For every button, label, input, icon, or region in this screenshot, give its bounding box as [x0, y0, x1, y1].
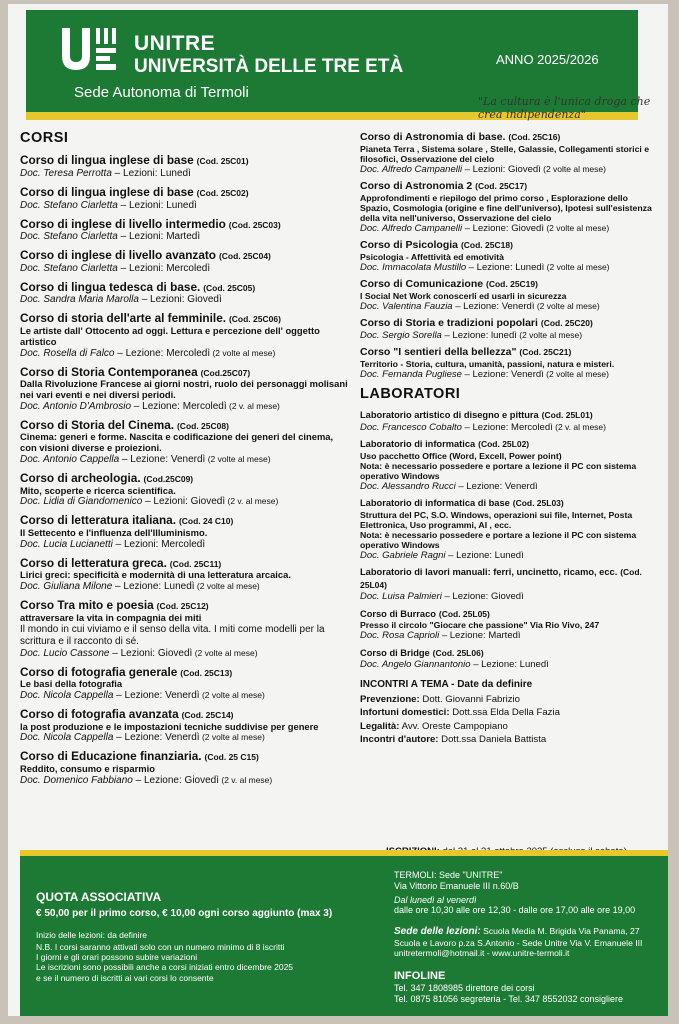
office-address: Via Vittorio Emanuele III n.60/B: [394, 880, 519, 891]
course-title: Corso di archeologia.: [20, 471, 141, 486]
course-code: (Cod. 25C17): [475, 180, 528, 191]
lab-title-line: [360, 566, 658, 591]
course-item: [20, 185, 350, 212]
teacher-line: [360, 301, 658, 312]
course-item: [20, 707, 350, 744]
lab-item: [360, 566, 658, 603]
meeting-speaker: Dott.ssa Daniela Battista: [438, 734, 547, 746]
description: Reddito, consumo e risparmio: [20, 763, 155, 775]
teacher-name: Doc. Alfredo Campanelli: [360, 222, 463, 234]
teacher-name: Doc. Rosella di Falco: [20, 347, 115, 359]
meeting-topic: Prevenzione:: [360, 693, 420, 705]
lab-item: [360, 497, 658, 561]
course-item: [360, 317, 658, 341]
lab-title-line: [360, 497, 658, 510]
course-code: (Cod. 25C20): [540, 317, 593, 328]
lesson-frequency: (2 v. al mese): [552, 421, 606, 432]
teacher-line: [360, 630, 658, 641]
course-code: (Cod. 25C14): [181, 710, 234, 721]
course-item: [20, 418, 350, 466]
teacher-name: Doc. Sergio Sorella: [360, 329, 442, 341]
teacher-name: Doc. Francesco Cobalto: [360, 421, 462, 433]
description: la post produzione e le impostazioni tecniche suddivise per genere: [20, 720, 319, 732]
course-title: Corso di lingua inglese di base: [20, 153, 194, 168]
course-title-line: [20, 707, 350, 722]
lab-code: (Cod. 25L03): [512, 498, 564, 509]
course-title: Corso di fotografia avanzata: [20, 707, 179, 722]
lesson-day: – Lezione: Venerdì: [119, 454, 206, 466]
description: Mito, scoperte e ricerca scientifica.: [20, 484, 176, 496]
meeting-speaker: Avv. Oreste Campopiano: [399, 720, 508, 732]
lesson-frequency: (2 volte al mese): [543, 368, 609, 379]
course-title: Corso di inglese di livello intermedio: [20, 216, 226, 231]
lesson-day: – Lezione: Giovedì: [132, 774, 220, 786]
description: Uso pacchetto Office (Word, Excell, Power point): [360, 450, 562, 461]
lab-code: (Cod. 25L05): [438, 608, 490, 619]
course-item: [360, 346, 658, 380]
lesson-day: – Lezione: Mercoledì: [114, 347, 211, 359]
lesson-day: – Lezioni: Mercoledì: [112, 538, 206, 550]
teacher-name: Doc. Valentina Fauzia: [360, 300, 453, 312]
teacher-name: Doc. Domenico Fabbiano: [20, 774, 133, 786]
lesson-frequency: (2 volte al mese): [194, 581, 260, 592]
course-item: [20, 471, 350, 508]
teacher-name: Doc. Stefano Ciarletta: [20, 262, 118, 274]
lab-code: (Cod. 25L01): [541, 410, 593, 421]
course-code: (Cod.25C07): [200, 367, 251, 378]
brand-name: UNITRE: [134, 32, 216, 55]
course-title-line: [20, 365, 350, 380]
lesson-frequency: (2 volte al mese): [534, 300, 600, 311]
meeting-topic: Incontri d'autore:: [360, 734, 439, 746]
lab-code: (Cod. 25L02): [478, 439, 530, 450]
lesson-day: – Lezione: Lunedì: [112, 581, 195, 593]
course-title-line: [20, 280, 350, 295]
teacher-name: Doc. Nicola Cappella: [20, 732, 114, 744]
teacher-line: [20, 294, 350, 306]
course-title: Corso di Storia e tradizioni popolari: [360, 316, 538, 329]
lesson-day: – Lezioni: Giovedì: [109, 647, 193, 659]
note-late-enrollment: Le iscrizioni sono possibili anche a corsi iniziati entro dicembre 2025: [36, 962, 294, 973]
course-title: Corso di storia dell'arte al femminile.: [20, 311, 227, 326]
infoline-title: INFOLINE: [394, 970, 446, 982]
teacher-line: [360, 659, 658, 670]
course-title: Corso "I sentieri della bellezza": [360, 345, 517, 358]
course-code: (Cod.25C09): [143, 474, 194, 485]
course-title-line: [360, 317, 658, 330]
meeting-row: [360, 707, 658, 719]
lab-title: Corso di Burraco: [360, 608, 436, 619]
teacher-name: Doc. Rosa Caprioli: [360, 630, 440, 642]
teacher-line: [20, 168, 350, 180]
course-code: (Cod. 25C04): [218, 251, 271, 262]
lesson-day: – Lezione: Lunedì: [466, 261, 545, 273]
teacher-line: [20, 401, 350, 413]
course-title-line: [20, 248, 350, 263]
lab-title-line: [360, 409, 658, 422]
teacher-name: Doc. Stefano Ciarletta: [20, 231, 118, 243]
course-title-line: [360, 239, 658, 252]
teacher-line: [360, 550, 658, 561]
description: Lirici greci: specificità e modernità di una letteratura arcaica.: [20, 569, 291, 581]
description: I Social Net Work conoscerli ed usarli in sicurezza: [360, 290, 567, 301]
lesson-day: – Lezioni: Mercoledì: [117, 262, 211, 274]
description: Struttura del PC, S.O. Windows, operazioni sui file, Internet, Posta Elettronica, Uso programmi, AI , ecc.: [360, 509, 633, 530]
description: Psicologia - Affettività ed emotività: [360, 251, 505, 262]
course-title: Corso di Psicologia: [360, 238, 459, 251]
description: Presso il circolo "Giocare che passione" Via Rio Vivo, 247: [360, 620, 600, 631]
office-hours: dalle ore 10,30 alle ore 12,30 - dalle ore 17,00 alle ore 19,00: [394, 905, 636, 916]
course-title-line: [20, 665, 350, 680]
teacher-line: [20, 496, 350, 508]
lab-title: Laboratorio di informatica: [360, 439, 476, 450]
course-title: Corso di Comunicazione: [360, 277, 484, 290]
note-enrollment-condition: e se il numero di iscritti ai vari corsi lo consente: [36, 972, 214, 983]
course-code: (Cod. 25C08): [176, 420, 229, 431]
course-title-line: [20, 311, 350, 326]
infoline-phone-2[interactable]: Tel. 0875 81056 segreteria - Tel. 347 8552032 consigliere: [394, 993, 623, 1004]
themed-meetings: [360, 679, 658, 746]
themed-meetings-title: INCONTRI A TEMA - Date da definire: [360, 678, 533, 690]
teacher-name: Doc. Luisa Palmieri: [360, 591, 442, 603]
lesson-day: – Lezioni: Giovedì: [462, 163, 541, 175]
notes: [36, 942, 376, 983]
lesson-day: – Lezione: Mercoledì: [461, 421, 553, 433]
course-title-line: [20, 217, 350, 232]
course-title-line: [20, 598, 350, 613]
note-min-enrollment: N.B. I corsi saranno attivati solo con un numero minimo di 8 iscritti: [36, 942, 285, 952]
course-item: [20, 280, 350, 307]
description: Le basi della fotografia: [20, 678, 123, 690]
footer-yellow-stripe: [20, 850, 668, 856]
lab-title: Laboratorio di lavori manuali: ferri, uncinetto, ricamo, ecc.: [360, 567, 618, 578]
course-title-line: [20, 556, 350, 571]
teacher-line: [20, 348, 350, 360]
lesson-frequency: (2 v. al mese): [225, 496, 279, 507]
teacher-name: Doc. Teresa Perrotta: [20, 167, 112, 179]
course-title: Corso di letteratura greca.: [20, 555, 167, 570]
lesson-day: – Lezioni: Giovedì: [138, 294, 222, 306]
course-code: (Cod. 25C02): [196, 187, 249, 198]
lesson-day: – Lezione: Martedì: [439, 630, 521, 642]
description: Cinema: generi e forme. Nascita e codificazione dei generi del cinema, con visioni diverse e proiezioni.: [20, 431, 334, 454]
teacher-name: Doc. Nicola Cappella: [20, 690, 114, 702]
teacher-line: [20, 454, 350, 466]
contact-email-web[interactable]: unitretermoli@hotmail.it - www.unitre-termoli.it: [394, 948, 570, 959]
teacher-name: Doc. Giuliana Milone: [20, 581, 113, 593]
description: Pianeta Terra , Sistema solare , Stelle, Galassie, Collegamenti storici e filosofici, Osservazione del cielo: [360, 143, 650, 164]
course-code: (Cod. 24 C10): [178, 516, 234, 527]
lesson-frequency: (2 v. al mese): [226, 400, 280, 411]
teacher-line: [20, 200, 350, 212]
course-title: Corso di lingua tedesca di base.: [20, 279, 201, 294]
teacher-name: Doc. Alfredo Campanelli: [360, 163, 463, 175]
course-title-line: [360, 346, 658, 359]
teacher-name: Doc. Antonio Cappella: [20, 454, 120, 466]
teacher-name: Doc. Antonio D'Ambrosio: [20, 400, 132, 412]
lesson-day: – Lezioni: Lunedì: [117, 199, 197, 211]
course-item: [20, 365, 350, 413]
teacher-name: Doc. Gabriele Ragni: [360, 549, 446, 561]
course-code: (Cod. 25C11): [169, 558, 222, 569]
course-title: Corso di letteratura italiana.: [20, 513, 177, 528]
lesson-frequency: (2 volte al mese): [210, 347, 276, 358]
course-title: Corso di Astronomia 2: [360, 179, 473, 192]
course-title-line: [360, 278, 658, 291]
lab-title-line: [360, 438, 658, 451]
office-city: TERMOLI: Sede "UNITRE": [394, 870, 503, 880]
lesson-day: – Lezione: Giovedì: [441, 591, 524, 603]
description: Il Settecento e l'influenza dell'Illuminismo.: [20, 527, 208, 539]
motto: "La cultura è l'unica droga che crea indipendenza": [478, 95, 651, 121]
lab-title: Corso di Bridge: [360, 647, 430, 658]
course-code: (Cod. 25C05): [203, 282, 256, 293]
course-title: Corso di fotografia generale: [20, 664, 178, 679]
teacher-name: Doc. Angelo Giannantonio: [360, 659, 471, 671]
labs-heading: LABORATORI: [360, 385, 461, 402]
course-item: [20, 749, 350, 786]
teacher-line: [360, 262, 658, 273]
lesson-day: – Lezione: Venerdì: [113, 690, 200, 702]
lesson-day: – Lezione: Venerdì: [452, 300, 535, 312]
course-code: (Cod. 25C01): [196, 156, 249, 167]
course-item: [20, 598, 350, 659]
lesson-day: – Lezione: Mercoledì: [131, 400, 227, 412]
unitre-logo-icon: [60, 26, 118, 72]
teacher-line: [360, 223, 658, 234]
lesson-day: – Lezioni: Martedì: [117, 231, 201, 243]
lab-title: Laboratorio artistico di disegno e pittura: [360, 410, 539, 421]
brand-subtitle: Sede Autonoma di Termoli: [74, 84, 249, 101]
teacher-line: [20, 231, 350, 243]
lab-code: (Cod. 25L06): [432, 647, 484, 658]
course-title: Corso di Storia del Cinema.: [20, 417, 175, 432]
lab-item: [360, 438, 658, 492]
teacher-name: Doc. Stefano Ciarletta: [20, 199, 118, 211]
lesson-day: – Lezione: Venerdì: [461, 368, 544, 380]
teacher-name: Doc. Lucio Cassone: [20, 647, 110, 659]
teacher-line: [360, 422, 658, 433]
teacher-line: [20, 690, 350, 702]
membership-fee-title: QUOTA ASSOCIATIVA: [36, 890, 162, 904]
lesson-day: – Lezioni: Lunedì: [111, 167, 191, 179]
lab-title: Laboratorio di informatica di base: [360, 498, 510, 509]
course-item: [20, 153, 350, 180]
lesson-frequency: (2 volte al mese): [516, 329, 583, 340]
course-title-line: [360, 131, 658, 144]
description: Le artiste dall' Ottocento ad oggi. Lettura e percezione dell' oggetto artistico: [20, 324, 320, 347]
course-title-line: [20, 513, 350, 528]
registration-office: [394, 870, 664, 916]
teacher-line: [360, 164, 658, 175]
courses-left-column: [20, 130, 350, 792]
course-item: [360, 278, 658, 312]
brand-full-name: UNIVERSITÀ DELLE TRE ETÀ: [134, 56, 404, 77]
lesson-frequency: (2 volte al mese): [199, 732, 265, 743]
lesson-venues-text: Scuola Media M. Brigida Via Panama, 27 Scuola e Lavoro p.za S.Antonio - Sede Unitre Via V. Emanuele III: [394, 926, 643, 948]
lesson-frequency: (2 volte al mese): [199, 690, 265, 701]
lesson-frequency: (2 volte al mese): [544, 261, 610, 272]
teacher-line: [20, 648, 350, 660]
lesson-day: – Lezione: Lunedì: [445, 549, 524, 561]
course-title-line: [20, 471, 350, 486]
lesson-venues: [394, 926, 664, 959]
lesson-day: – Lezione: Venerdì: [113, 732, 200, 744]
lab-title-line: [360, 608, 658, 621]
office-days: Dal lunedì al venerdì: [394, 894, 477, 905]
course-item: [20, 665, 350, 702]
lesson-frequency: (2 volte al mese): [540, 163, 606, 174]
year-label: ANNO 2025/2026: [496, 52, 599, 67]
course-title: Corso di lingua inglese di base: [20, 184, 194, 199]
lab-item: [360, 409, 658, 433]
course-code: (Cod. 25C06): [228, 314, 281, 325]
infoline: [394, 970, 664, 1005]
lesson-day: – Lezione: Venerdì: [455, 480, 538, 492]
courses-heading: CORSI: [20, 130, 69, 146]
course-title-line: [20, 418, 350, 433]
course-item: [360, 131, 658, 175]
lab-code: (Cod. 25L04): [360, 567, 642, 590]
teacher-line: [360, 369, 658, 380]
course-code: (Cod. 25C18): [460, 239, 513, 250]
meeting-row: [360, 694, 658, 706]
lesson-frequency: (2 volte al mese): [205, 454, 271, 465]
note-schedule-changes: I giorni e gli orari possono subire variazioni: [36, 952, 198, 963]
course-item: [20, 513, 350, 550]
meeting-topic: Legalità:: [360, 720, 400, 732]
lesson-frequency: (2 v. al mese): [219, 774, 273, 785]
course-item: [20, 217, 350, 244]
lesson-frequency: (2 volte al mese): [543, 222, 610, 233]
teacher-name: Doc. Fernanda Pugliese: [360, 368, 462, 380]
course-item: [20, 556, 350, 593]
description: attraversare la vita in compagnia dei miti: [20, 611, 202, 623]
teacher-name: Doc. Sandra Maria Marolla: [20, 294, 139, 306]
teacher-line: [20, 263, 350, 275]
lesson-frequency: (2 volte al mese): [192, 647, 258, 658]
course-title: Corso di inglese di livello avanzato: [20, 248, 217, 263]
course-title-line: [20, 185, 350, 200]
course-title: Corso Tra mito e poesia: [20, 598, 154, 613]
course-code: (Cod. 25C13): [180, 667, 233, 678]
teacher-name: Doc. Lidia di Giandomenico: [20, 496, 143, 508]
lab-item: [360, 647, 658, 671]
lesson-day: – Lezione: Lunedì: [470, 659, 549, 671]
membership-fee-amounts: € 50,00 per il primo corso, € 10,00 ogni corso aggiunto (max 3): [36, 908, 333, 919]
lesson-venues-label: Sede delle lezioni:: [394, 926, 481, 937]
lab-title-line: [360, 647, 658, 660]
description-extra: Il mondo in cui viviamo e il senso della vita. I miti come modelli per la scrittura e il racconto di sé.: [20, 623, 325, 647]
course-item: [20, 311, 350, 359]
course-title-line: [360, 180, 658, 193]
teacher-line: [20, 539, 350, 551]
course-code: (Cod. 25C03): [228, 219, 281, 230]
lesson-day: – Lezione: lunedì: [441, 329, 517, 341]
course-code: (Cod. 25C16): [508, 132, 561, 142]
footer-banner: [20, 850, 668, 1016]
teacher-line: [20, 775, 350, 787]
course-title: Corso di Astronomia di base.: [360, 131, 506, 143]
course-title-line: [20, 749, 350, 764]
lab-note: Nota: è necessario possedere e portare a lezione il PC con sistema operativo Windows: [360, 529, 637, 550]
description: Dalla Rivoluzione Francese ai giorni nostri, ruolo dei personaggi molisani nei vari eventi e nei diversi periodi.: [20, 378, 348, 400]
course-code: (Cod. 25C19): [486, 278, 538, 289]
lab-item: [360, 608, 658, 642]
lab-note: Nota: è necessario possedere e portare a lezione il PC con sistema operativo Windows: [360, 460, 637, 481]
lessons-start: Inizio delle lezioni: da definire: [36, 930, 148, 940]
meeting-speaker: Dott. Giovanni Fabrizio: [419, 693, 520, 705]
teacher-name: Doc. Immacolata Mustillo: [360, 261, 467, 273]
teacher-name: Doc. Alessandro Rucci: [360, 480, 456, 492]
lesson-day: – Lezioni: Giovedì: [142, 496, 226, 508]
course-code: (Cod. 25C12): [156, 601, 209, 612]
course-item: [20, 248, 350, 275]
course-item: [360, 239, 658, 273]
flyer-sheet: [8, 4, 668, 1016]
meeting-topic: Infortuni domestici:: [360, 707, 450, 719]
meeting-row: [360, 721, 658, 733]
course-item: [360, 180, 658, 234]
teacher-line: [360, 330, 658, 341]
teacher-line: [20, 732, 350, 744]
course-title-line: [20, 153, 350, 168]
infoline-phone-1[interactable]: Tel. 347 1808985 direttore dei corsi: [394, 983, 535, 994]
description: Approfondimenti e riepilogo del primo corso , Esplorazione dello Spazio, Cosmologia (origine e fine dell'universo), Ipotesi sull'esistenza della vita nell'universo, Osservazione del cielo: [360, 192, 652, 223]
course-title: Corso di Educazione finanziaria.: [20, 749, 202, 764]
lesson-day: – Lezione: Giovedì: [462, 222, 544, 234]
course-code: (Cod. 25C21): [519, 346, 572, 357]
teacher-name: Doc. Lucia Lucianetti: [20, 538, 113, 550]
meeting-speaker: Dott.ssa Elda Della Fazia: [449, 707, 560, 719]
teacher-line: [20, 581, 350, 593]
meeting-row: [360, 734, 658, 746]
teacher-line: [360, 481, 658, 492]
course-title: Corso di Storia Contemporanea: [20, 364, 198, 379]
course-code: (Cod. 25 C15): [204, 752, 259, 763]
description: Territorio - Storia, cultura, umanità, passioni, natura e misteri.: [360, 358, 615, 369]
teacher-line: [360, 591, 658, 602]
courses-right-column: [360, 131, 658, 748]
